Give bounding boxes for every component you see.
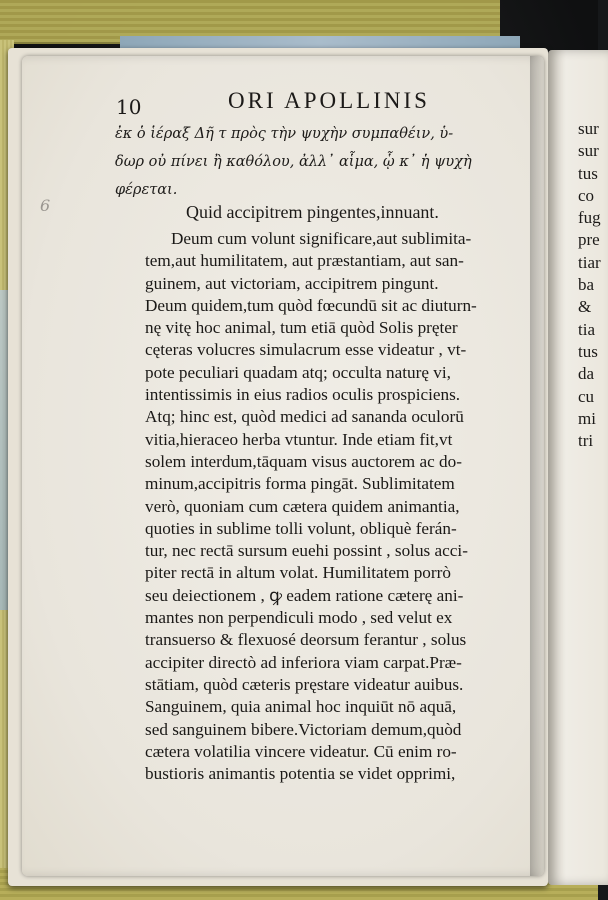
right-page-line: fug [578, 208, 601, 228]
right-page-line: da [578, 364, 595, 384]
right-page-line: tus [578, 163, 598, 183]
margin-pencil-mark: 6 [40, 196, 51, 215]
text-line: seu deiectionem , ꝙ eadem ratione cæterę ani- [145, 585, 464, 605]
page-number: 10 [116, 95, 142, 119]
greek-line: δωρ οὐ πίνει ἢ καθόλου, ἀλλ᾽ αἷμα, ᾧ κ᾽ ἡ ψυχὴ [115, 154, 472, 170]
right-page-line: & [578, 297, 592, 317]
text-line: minum,accipitris forma pingāt. Sublimitatem [145, 474, 455, 494]
text-line: tem,aut humilitatem, aut præstantiam, aut san- [145, 251, 464, 271]
body-text [145, 228, 513, 785]
right-page-line: pre [578, 230, 600, 250]
text-line: tur, nec rectā sursum euehi possint , solus acci- [145, 541, 468, 561]
text-line: cęteras volucres simulacrum esse videatur , vt- [145, 340, 467, 360]
right-page-line: sur [578, 141, 599, 161]
text-line: cætera volatilia vincere videatur. Cū enim ro- [145, 741, 457, 761]
right-page-line: cu [578, 386, 595, 406]
text-line: Sanguinem, quia animal hoc inquiūt nō aquā, [145, 697, 457, 717]
text-line: nę vitę hoc animal, tum etiā quòd Solis pręter [145, 318, 458, 338]
right-page-line: tri [578, 431, 594, 451]
text-line: accipiter directò ad inferiora viam carpat.Præ- [145, 652, 462, 672]
right-page-line: ba [578, 275, 595, 295]
text-line: Deum cum volunt significare,aut sublimita- [171, 229, 472, 248]
text-line: solem interdum,tāquam visus auctorem ac do- [145, 451, 462, 471]
right-page-line: mi [578, 408, 596, 428]
text-line: vitia,hieraceo herba vtuntur. Inde etiam fit,vt [145, 429, 453, 449]
text-line: guinem, aut victoriam, accipitrem pingunt. [145, 273, 439, 293]
right-page-line: sur [578, 119, 599, 138]
greek-line: φέρεται. [115, 182, 178, 198]
text-line: Deum quidem,tum quòd fœcundū sit ac diuturn- [145, 295, 477, 315]
text-line: bustioris animantis potentia se videt opprimi, [145, 764, 456, 784]
gutter-shadow [530, 56, 542, 876]
right-page-line: tiar [578, 252, 601, 272]
greek-text [115, 120, 505, 204]
text-line: stātiam, quòd cæteris pręstare videatur auibus. [145, 674, 464, 694]
section-heading: Quid accipitrem pingentes,innuant. [186, 202, 439, 222]
text-line: quoties in sublime tolli volunt, obliquè ferán- [145, 518, 457, 538]
right-page-line: tia [578, 319, 595, 339]
greek-line: ἐκ ὁ ἱέραξ Δῆ τ πρὸς τὴν ψυχὴν συμπαθέιν, ὑ- [115, 126, 454, 142]
running-head: ORI APOLLINIS [228, 88, 430, 113]
right-page-line: tus [578, 341, 598, 361]
text-line: mantes non perpendiculi modo , sed velut ex [145, 608, 453, 628]
right-page-line: co [578, 185, 595, 205]
text-line: piter rectā in altum volat. Humilitatem porrò [145, 563, 451, 583]
text-line: verò, quoniam cum cætera quidem animantia, [145, 496, 460, 516]
text-line: Atq; hinc est, quòd medici ad sananda oculorū [145, 407, 464, 427]
right-page-text [578, 118, 601, 452]
text-line: sed sanguinem bibere.Victoriam demum,quòd [145, 719, 462, 739]
text-line: transuerso & flexuosé deorsum ferantur , solus [145, 630, 467, 650]
text-line: pote peculiari quadam atq; occulta naturę vi, [145, 362, 451, 382]
text-line: intentissimis in eius radios oculis prospiciens. [145, 385, 461, 405]
